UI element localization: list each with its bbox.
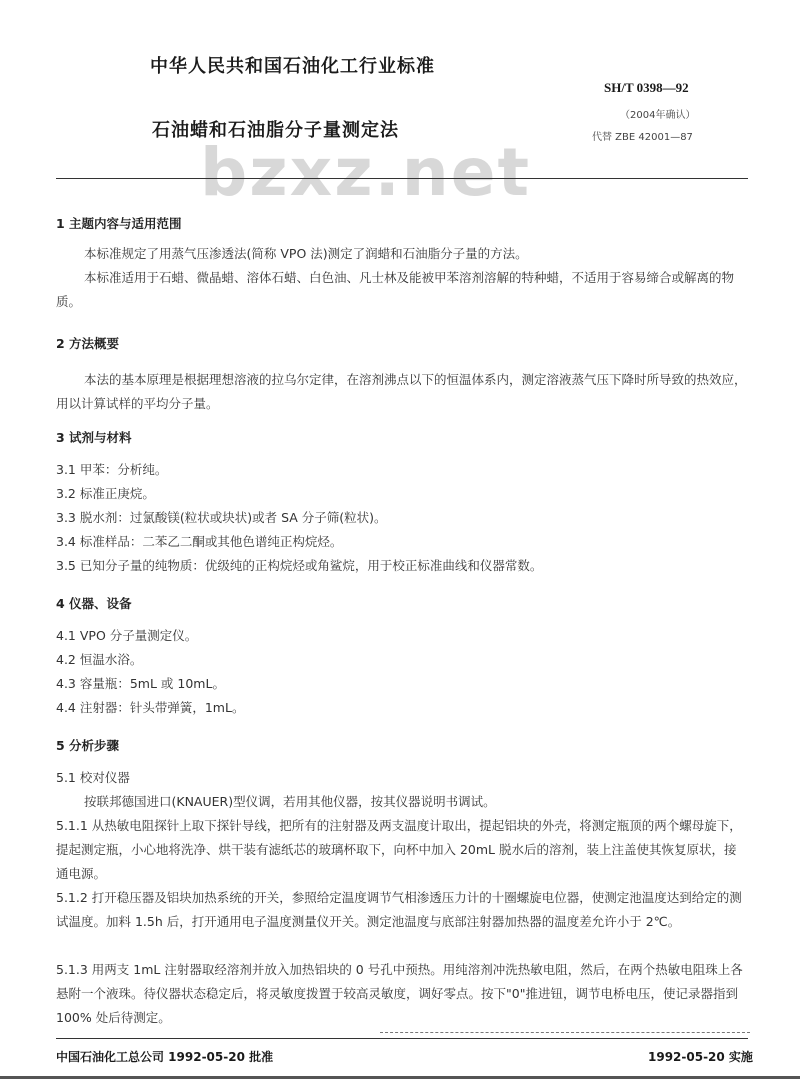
paragraph: 按联邦德国进口(KNAUER)型仪调，若用其他仪器，按其仪器说明书调试。 (84, 794, 496, 809)
header-divider (56, 178, 748, 179)
footer-divider (56, 1038, 748, 1039)
list-item: 4.1 VPO 分子量测定仪。 (56, 628, 198, 643)
list-item: 3.5 已知分子量的纯物质：优级纯的正构烷烃或角鲨烷，用于校正标准曲线和仪器常数。 (56, 558, 543, 573)
section-heading-3: 3 试剂与材料 (56, 430, 132, 445)
list-item: 3.2 标准正庚烷。 (56, 486, 155, 501)
page-title: 石油蜡和石油脂分子量测定法 (152, 120, 399, 141)
decorative-dashes (380, 1032, 750, 1033)
section-heading-1: 1 主题内容与适用范围 (56, 216, 182, 231)
standard-number: SH/T 0398—92 (604, 80, 689, 95)
page-edge (0, 1076, 800, 1079)
replaces-note: 代替 ZBE 42001—87 (592, 132, 693, 143)
paragraph: 5.1.2 打开稳压器及铝块加热系统的开关，参照给定温度调节气相渗透压力计的十圈螺旋电位器，使测定池温度达到给定的测试温度。加料 1.5h 后，打开通用电子温度测量仪开关。测定池温度与底部注射器加热器的温度差允许小于 2℃。 (56, 890, 742, 929)
section-heading-4: 4 仪器、设备 (56, 596, 132, 611)
list-item: 3.4 标准样品：二苯乙二酮或其他色谱纯正构烷烃。 (56, 534, 343, 549)
list-item: 3.3 脱水剂：过氯酸镁(粒状或块状)或者 SA 分子筛(粒状)。 (56, 510, 387, 525)
paragraph: 本标准规定了用蒸气压渗透法(简称 VPO 法)测定了润蜡和石油脂分子量的方法。 (84, 246, 528, 261)
confirmation-note: （2004年确认） (620, 110, 696, 121)
paragraph: 本标准适用于石蜡、微晶蜡、溶体石蜡、白色油、凡士林及能被甲苯溶剂溶解的特种蜡，不适用于容易缔合或解离的物质。 (56, 270, 735, 309)
paragraph: 本法的基本原理是根据理想溶液的拉乌尔定律，在溶剂沸点以下的恒温体系内，测定溶液蒸气压下降时所导致的热效应，用以计算试样的平均分子量。 (56, 372, 747, 411)
watermark: bzxz.net (200, 134, 532, 211)
list-item: 5.1 校对仪器 (56, 770, 130, 785)
list-item: 4.4 注射器：针头带弹簧，1mL。 (56, 700, 245, 715)
approval-note: 中国石油化工总公司 1992-05-20 批准 (56, 1050, 274, 1064)
section-heading-2: 2 方法概要 (56, 336, 120, 351)
implementation-date: 1992-05-20 实施 (648, 1050, 753, 1064)
standard-category: 中华人民共和国石油化工行业标准 (150, 56, 435, 77)
paragraph: 5.1.3 用两支 1mL 注射器取经溶剂并放入加热铝块的 0 号孔中预热。用纯溶剂冲洗热敏电阻，然后，在两个热敏电阻珠上各悬附一个液珠。待仪器状态稳定后，将灵敏度拨置于较高灵敏度，调好零点。按下"0"推进钮，调节电桥电压，使记录器指到 100% 处后待测定。 (56, 962, 743, 1025)
list-item: 3.1 甲苯：分析纯。 (56, 462, 168, 477)
section-heading-5: 5 分析步骤 (56, 738, 120, 753)
list-item: 4.2 恒温水浴。 (56, 652, 143, 667)
list-item: 4.3 容量瓶：5mL 或 10mL。 (56, 676, 225, 691)
paragraph: 5.1.1 从热敏电阻探针上取下探针导线，把所有的注射器及两支温度计取出，提起铝块的外壳，将测定瓶顶的两个螺母旋下，提起测定瓶，小心地将洗净、烘干装有滤纸芯的玻璃杯取下，向杯中加入 20mL 脱水后的溶剂，装上注盖使其恢复原状，接通电源。 (56, 818, 742, 881)
